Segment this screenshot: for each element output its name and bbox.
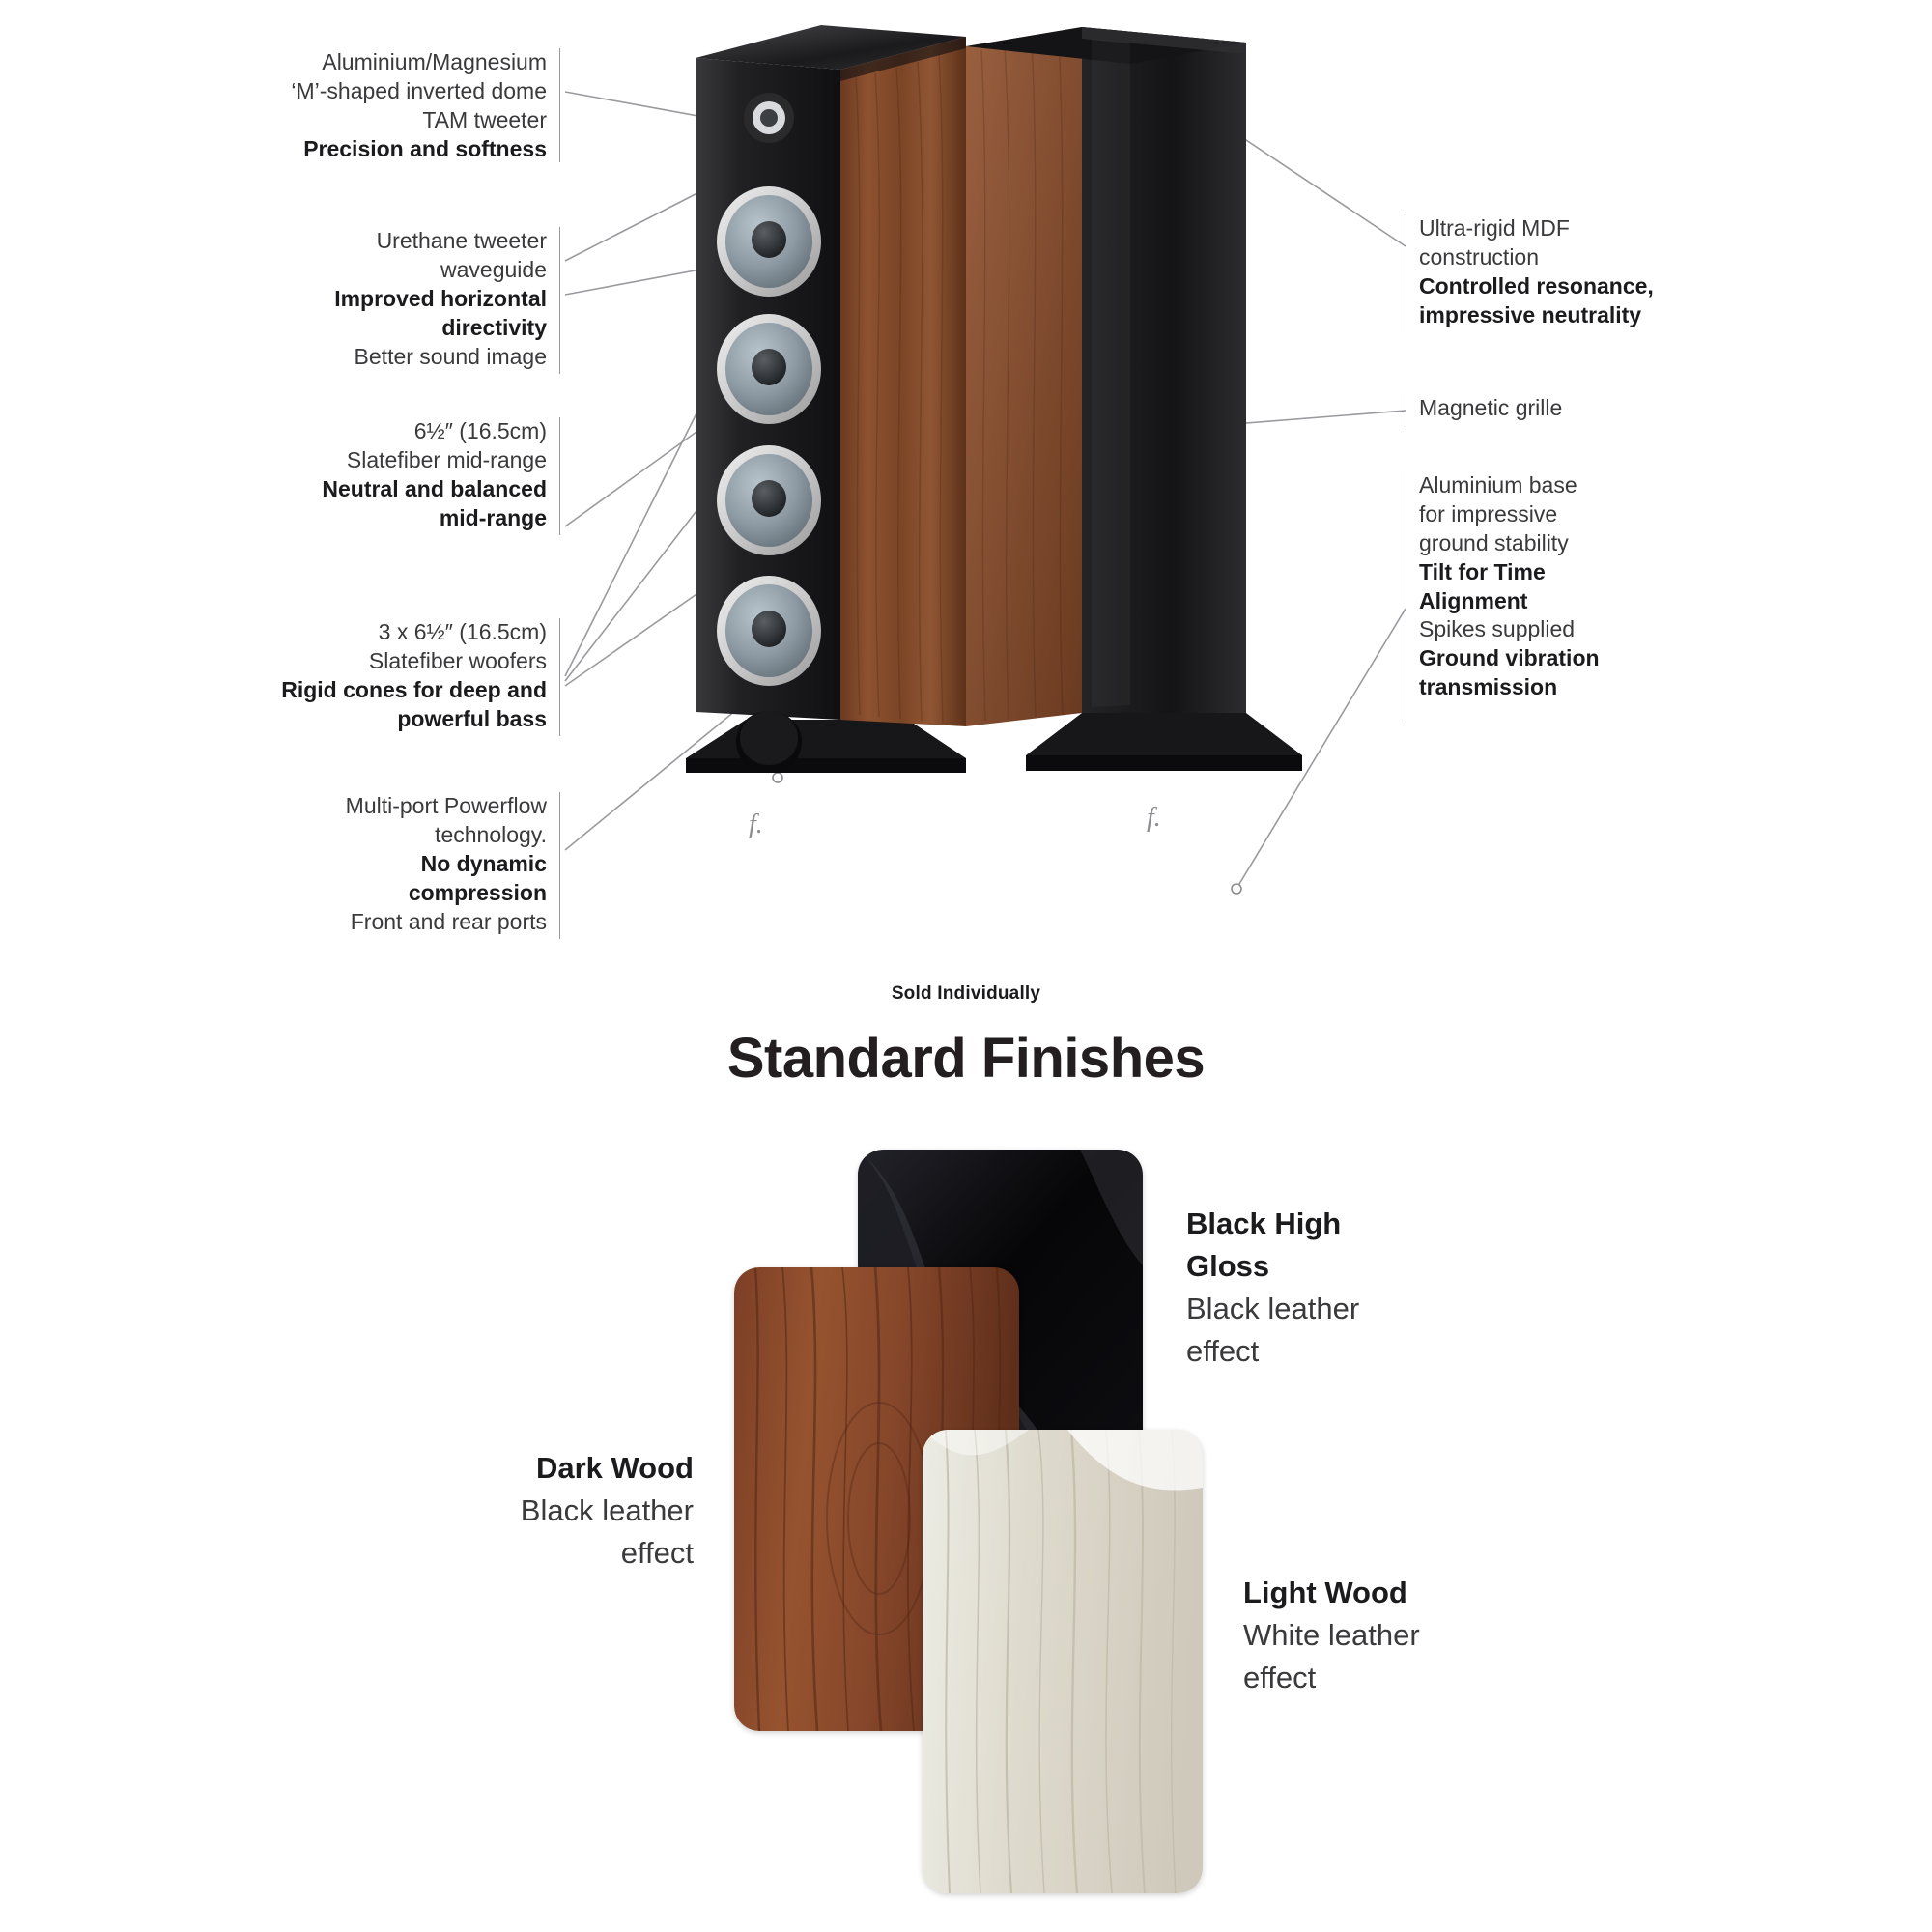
finish-desc: effect — [1243, 1661, 1317, 1695]
callout-line-bold: Controlled resonance, — [1419, 272, 1654, 298]
callout-line: technology. — [435, 821, 547, 847]
callout-line-bold: Rigid cones for deep and — [281, 676, 547, 702]
callout-line-bold: mid-range — [439, 504, 547, 530]
callout-line-bold: Improved horizontal — [334, 285, 547, 311]
callout-line-bold: Neutral and balanced — [322, 475, 547, 501]
callout-powerflow — [184, 792, 560, 939]
callout-line-bold: Tilt for Time — [1419, 558, 1546, 584]
callout-line: Ultra-rigid MDF — [1419, 215, 1570, 241]
callout-line-bold: Precision and softness — [303, 135, 547, 161]
callout-line: Aluminium/Magnesium — [322, 49, 547, 74]
callout-line-bold: transmission — [1419, 674, 1558, 700]
callout-line-bold: impressive neutrality — [1419, 301, 1642, 327]
callout-line: ‘M’-shaped inverted dome — [291, 77, 547, 103]
callout-line: Slatefiber woofers — [368, 647, 547, 673]
callout-line: Urethane tweeter — [376, 228, 547, 253]
finish-label-black-high-gloss — [1186, 1203, 1534, 1373]
callout-line-bold: directivity — [441, 314, 547, 340]
callout-line: Slatefiber mid-range — [346, 446, 547, 472]
finish-desc: Black leather — [1186, 1292, 1360, 1326]
sold-individually-note: Sold Individually — [891, 983, 1041, 1004]
callout-line-bold: compression — [408, 879, 547, 905]
swatch-light-wood[interactable] — [923, 1430, 1203, 1893]
finish-label-dark-wood — [328, 1447, 694, 1575]
callout-midrange — [184, 417, 560, 535]
callout-line: TAM tweeter — [422, 106, 547, 132]
speaker-pair-illustration — [676, 10, 1352, 985]
callout-line: ground stability — [1419, 529, 1569, 555]
callout-line: waveguide — [440, 256, 547, 282]
callout-line: Front and rear ports — [350, 908, 547, 934]
callout-line: construction — [1419, 243, 1540, 270]
callout-line: 3 x 6½″ (16.5cm) — [378, 619, 547, 644]
callout-line-bold: No dynamic — [420, 850, 547, 876]
callout-line: Better sound image — [354, 343, 547, 369]
callout-magnetic-grille — [1406, 394, 1792, 427]
callout-line-bold: Ground vibration — [1419, 645, 1600, 671]
finish-desc: effect — [1186, 1334, 1260, 1369]
callout-line-bold: powerful bass — [397, 705, 547, 731]
callout-line: Spikes supplied — [1419, 616, 1576, 642]
finish-desc: Black leather — [520, 1493, 694, 1528]
finish-desc: effect — [620, 1536, 694, 1571]
finish-name: Black High — [1186, 1207, 1342, 1240]
callout-mdf-construction — [1406, 214, 1792, 332]
finish-name: Light Wood — [1243, 1576, 1407, 1609]
finish-name: Dark Wood — [535, 1451, 694, 1485]
callout-woofers — [184, 618, 560, 736]
callout-line: Multi-port Powerflow — [345, 793, 547, 818]
callout-line: Magnetic grille — [1419, 395, 1563, 420]
svg-text:f.: f. — [749, 810, 763, 839]
callout-line: for impressive — [1419, 500, 1558, 526]
section-title-standard-finishes: Standard Finishes — [726, 1027, 1206, 1090]
callout-line: Aluminium base — [1419, 472, 1577, 497]
finish-name: Gloss — [1186, 1249, 1270, 1284]
callout-aluminium-base — [1406, 471, 1792, 723]
callout-tweeter — [184, 48, 560, 162]
callout-line: 6½″ (16.5cm) — [413, 418, 547, 443]
svg-text:f.: f. — [1147, 803, 1161, 833]
finish-desc: White leather — [1243, 1618, 1420, 1653]
callout-waveguide — [184, 227, 560, 374]
finish-label-light-wood — [1243, 1572, 1591, 1699]
callout-line-bold: Alignment — [1419, 587, 1528, 613]
